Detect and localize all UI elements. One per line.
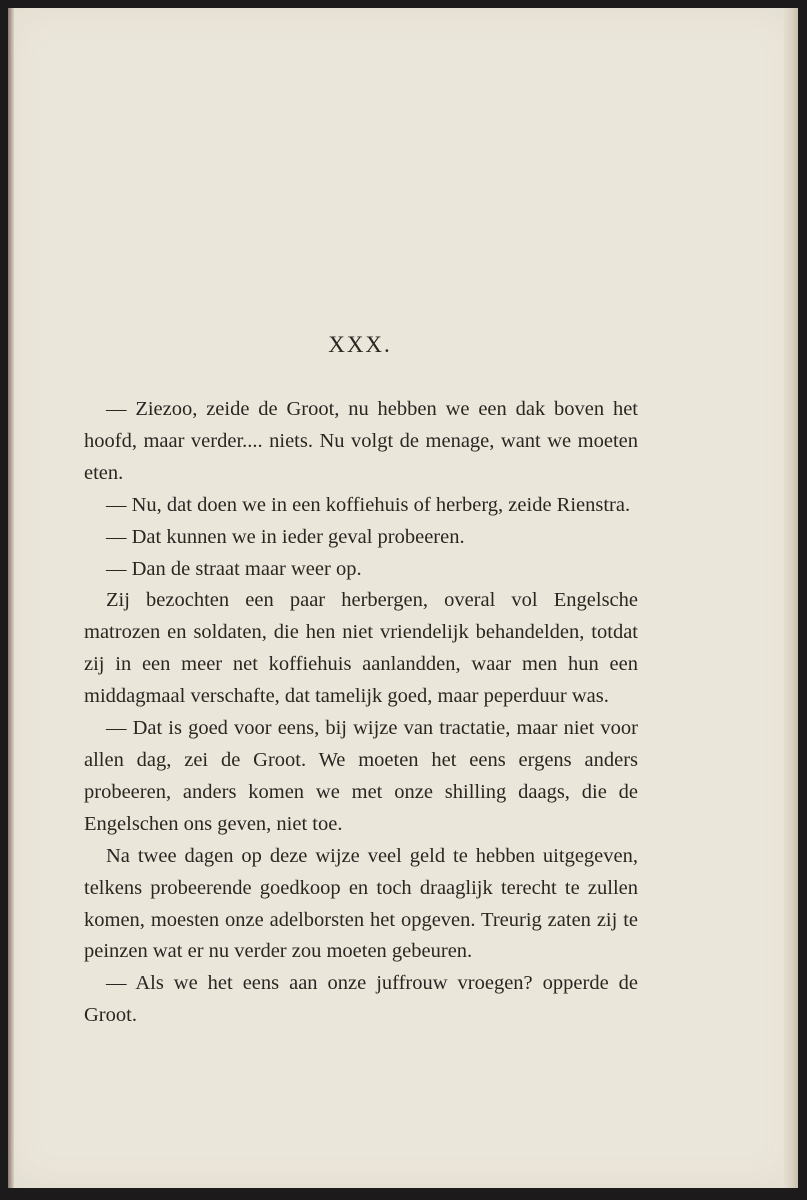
paragraph: — Dat is goed voor eens, bij wijze van tractatie, maar niet voor allen dag, zei de Groot. We moeten het eens ergens anders probeeren, anders komen we met onze shilling daags, die de Engelschen ons geven, niet toe. xyxy=(84,717,638,835)
paragraph: — Dat kunnen we in ieder geval probeeren. xyxy=(106,525,465,548)
paragraph: — Nu, dat doen we in een koffiehuis of herberg, zeide Rienstra. xyxy=(106,493,631,516)
page-right-edge xyxy=(784,8,798,1188)
page-left-edge xyxy=(8,8,14,1188)
chapter-heading: XXX. xyxy=(328,332,392,357)
paragraph: Na twee dagen op deze wijze veel geld te hebben uitgegeven, telkens probeerende goedkoop en toch draaglijk terecht te zullen komen, moesten onze adelborsten het opgeven. Treurig zaten zij te peinzen wat er nu verder zou moeten gebeuren. xyxy=(84,844,638,963)
paragraph: — Dan de straat maar weer op. xyxy=(106,557,362,580)
paragraph: Zij bezochten een paar herbergen, overal vol Engelsche matrozen en soldaten, die hen niet vriendelijk behandelden, totdat zij in een meer net koffiehuis aanlandden, waar men hun een middagmaal verschafte, dat tamelijk goed, maar peperduur was. xyxy=(84,589,638,708)
chapter-body xyxy=(84,394,638,1032)
paragraph: — Ziezoo, zeide de Groot, nu hebben we een dak boven het hoofd, maar verder.... niets. Nu volgt de menage, want we moeten eten. xyxy=(84,398,638,484)
paragraph: — Als we het eens aan onze juffrouw vroegen? opperde de Groot. xyxy=(84,972,638,1027)
